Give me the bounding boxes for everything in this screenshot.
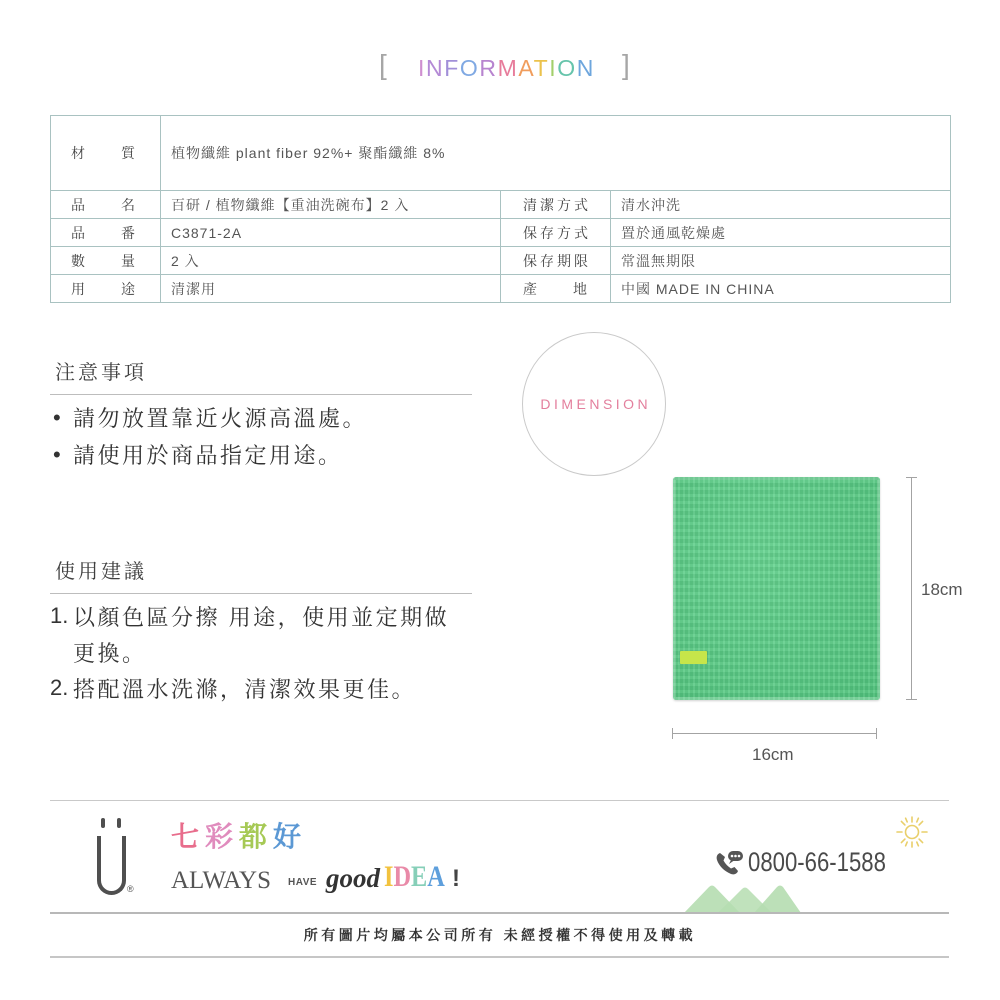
product-photo-towel (673, 477, 880, 700)
spec-value: 2 入 (161, 247, 501, 275)
sun-ray (919, 821, 923, 825)
footer-middle-divider (50, 912, 949, 914)
spec-row (51, 247, 951, 275)
spec-label: 品 番 (51, 219, 161, 247)
phone-icon (714, 849, 744, 877)
spec-row (51, 219, 951, 247)
slogan-good: good (326, 863, 380, 893)
bubble-dot (731, 855, 734, 858)
height-label: 18cm (921, 580, 963, 599)
list-item-continuation (50, 634, 449, 670)
cautions-heading: 注意事項 (55, 362, 147, 384)
title-letter: T (533, 55, 550, 81)
spec-value: 置於通風乾燥處 (611, 219, 951, 247)
idea-letter: D (393, 860, 412, 893)
suggestions-list (50, 598, 449, 706)
slogan-exclamation: ! (452, 865, 460, 892)
spec-label: 品 名 (51, 191, 161, 219)
title-letter: I (418, 55, 426, 81)
item-number: 1. (50, 603, 69, 628)
suggestion-text: 以顏色區分擦 用途，使用並定期做 (73, 604, 450, 630)
title-letter: A (518, 55, 534, 81)
slogan-always: ALWAYS (171, 867, 272, 894)
slogan-char: 都 (239, 821, 274, 852)
cautions-divider (50, 394, 472, 395)
spec-label: 材 質 (51, 116, 161, 191)
title-letter: O (459, 55, 480, 81)
width-dimension-cap (672, 728, 673, 739)
bubble-dot (738, 855, 741, 858)
spec-value: 常溫無期限 (611, 247, 951, 275)
slogan-idea (384, 860, 445, 894)
idea-letter: I (384, 860, 394, 893)
information-title (418, 54, 595, 82)
sun-ray (906, 842, 908, 846)
spec-value: 中國 MADE IN CHINA (611, 275, 951, 303)
header-bracket-open: [ (379, 49, 387, 80)
idea-letter: E (411, 860, 428, 893)
suggestions-divider (50, 593, 472, 594)
logo-dot (117, 818, 121, 828)
list-item (50, 670, 449, 706)
title-letter: R (479, 55, 498, 81)
product-tag (680, 651, 707, 664)
caution-text: 請勿放置靠近火源高溫處。 (73, 406, 368, 431)
spec-row (51, 275, 951, 303)
cautions-list (50, 399, 367, 473)
logo-dot (101, 818, 105, 828)
width-dimension-line (672, 733, 877, 734)
list-item (50, 436, 367, 473)
slogan-char: 彩 (205, 821, 240, 852)
list-item (50, 598, 449, 634)
item-number: 2. (50, 675, 69, 700)
title-letter: N (576, 55, 595, 81)
slogan-have: HAVE (288, 877, 318, 888)
height-dimension-cap (906, 477, 917, 478)
phone-number: 0800-66-1588 (748, 847, 886, 877)
spec-label: 數 量 (51, 247, 161, 275)
caution-text: 請使用於商品指定用途。 (73, 443, 343, 468)
sun-shape (897, 817, 927, 847)
title-letter: M (497, 55, 519, 81)
height-dimension-cap (906, 699, 917, 700)
idea-letter: A (427, 860, 445, 893)
width-label: 16cm (752, 745, 794, 764)
dimension-badge (522, 332, 666, 476)
logo-u-shape (97, 836, 126, 895)
header-bracket-close: ] (622, 49, 630, 80)
spec-value: C3871-2A (161, 219, 501, 247)
suggestion-text: 搭配溫水洗滌，清潔效果更佳。 (73, 676, 417, 702)
spec-label: 保存方式 (501, 219, 611, 247)
sun-ray (917, 842, 919, 846)
title-letter: I (549, 55, 558, 81)
spec-value: 清水沖洗 (611, 191, 951, 219)
slogan-chinese (171, 820, 307, 854)
title-letter: F (444, 55, 460, 81)
sun-ray (906, 818, 908, 822)
slogan-char: 好 (273, 821, 308, 852)
spec-label: 產 地 (501, 275, 611, 303)
dimension-badge-label: DIMENSION (540, 396, 652, 412)
suggestion-text: 更換。 (73, 640, 147, 666)
spec-label: 清潔方式 (501, 191, 611, 219)
mountain-peak (754, 886, 801, 914)
spec-value: 植物纖維 plant fiber 92%+ 聚酯纖維 8% (161, 116, 951, 191)
title-letter: O (557, 55, 577, 81)
spec-row (51, 191, 951, 219)
mountains-icon (680, 882, 802, 913)
bubble-dot (734, 855, 737, 858)
suggestions-heading: 使用建議 (55, 561, 147, 583)
copyright-notice: 所有圖片均屬本公司所有 未經授權不得使用及轉載 (303, 927, 697, 943)
width-dimension-cap (876, 728, 877, 739)
phone-bubble-tail (729, 860, 734, 864)
sun-ray (901, 821, 905, 825)
title-letter: N (426, 55, 445, 81)
sun-ray (919, 839, 923, 843)
sun-core (906, 826, 919, 839)
spec-value: 清潔用 (161, 275, 501, 303)
list-item (50, 399, 367, 436)
footer-top-divider (50, 800, 949, 801)
spec-label: 保存期限 (501, 247, 611, 275)
spec-value: 百研 / 植物纖維【重油洗碗布】2 入 (161, 191, 501, 219)
footer-bottom-divider (50, 956, 949, 958)
registered-mark: ® (127, 884, 134, 894)
bullet-mark: • (53, 404, 61, 430)
bullet-mark: • (53, 441, 61, 467)
sun-icon (894, 814, 930, 850)
height-dimension-line (911, 477, 912, 700)
sun-ray (917, 818, 919, 822)
spec-table (50, 115, 951, 303)
sun-ray (901, 839, 905, 843)
spec-label: 用 途 (51, 275, 161, 303)
spec-row-material (51, 116, 951, 191)
slogan-char: 七 (171, 821, 206, 852)
